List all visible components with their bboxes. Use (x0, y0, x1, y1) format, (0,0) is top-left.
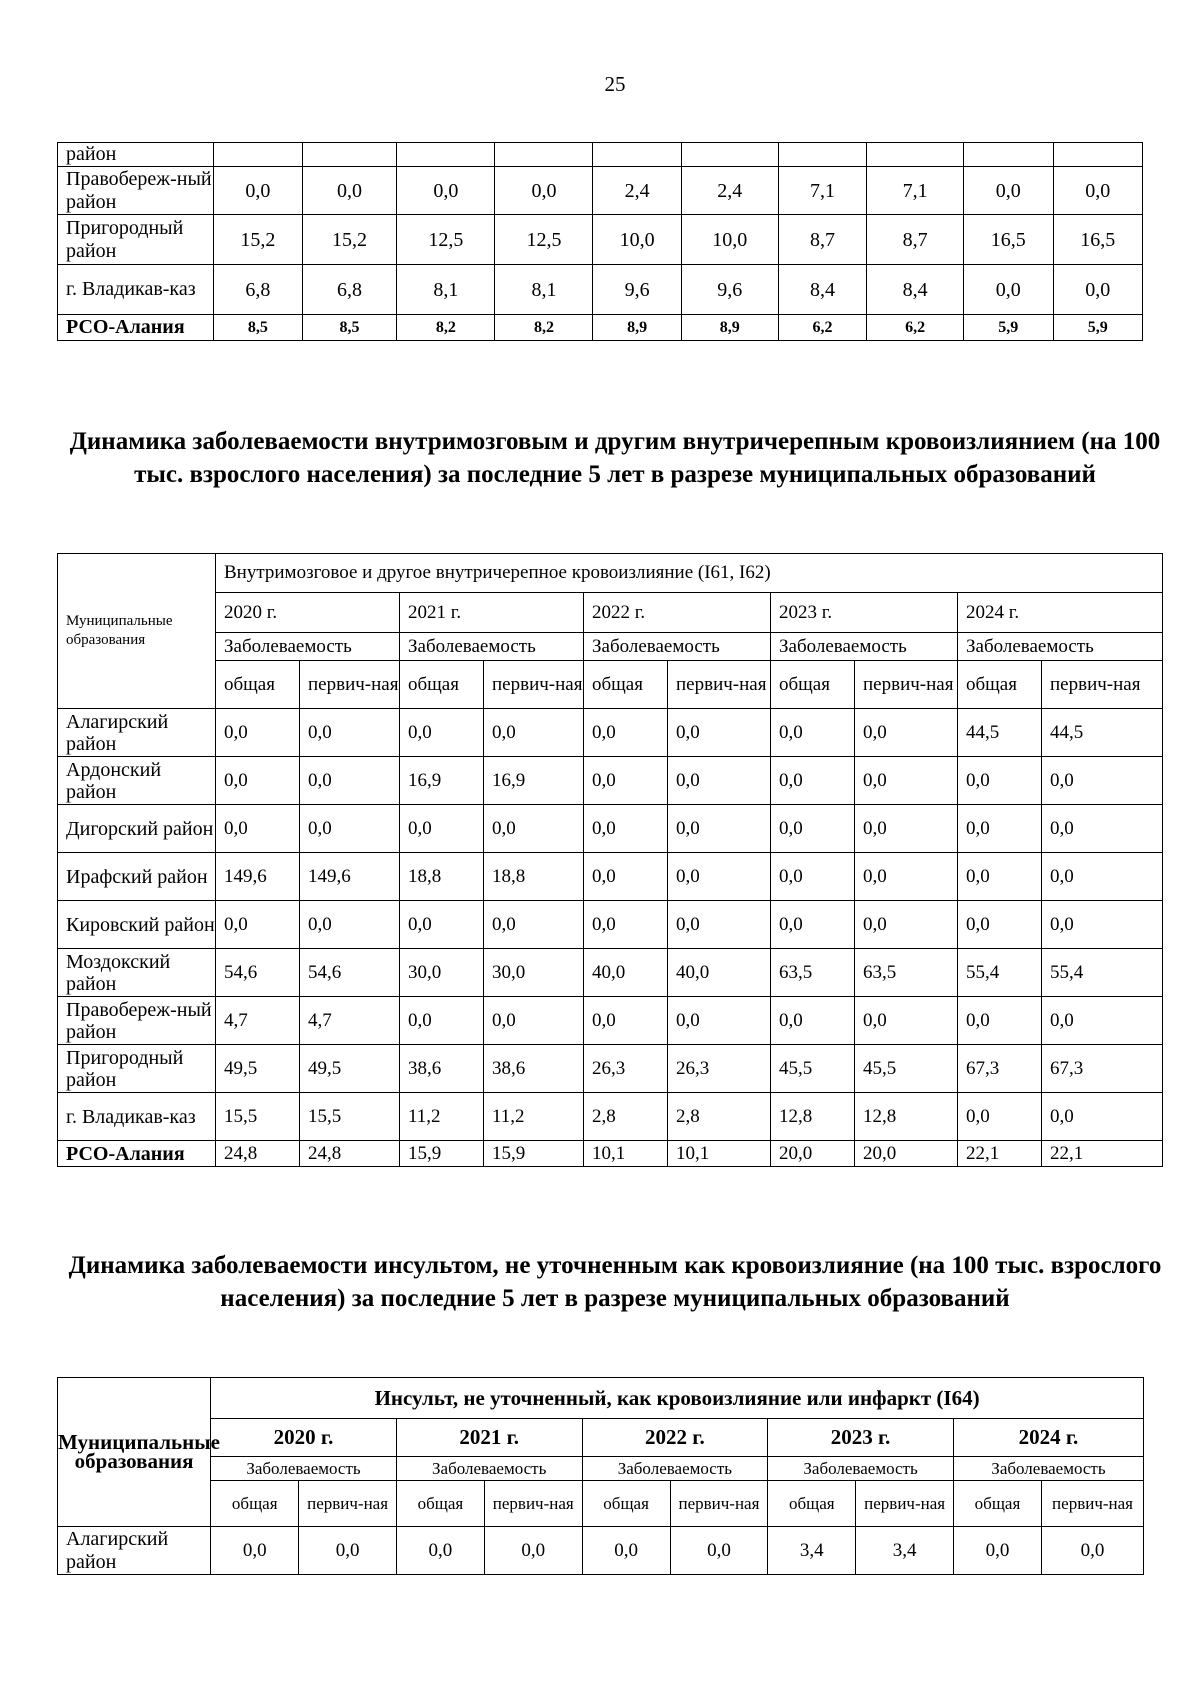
value-cell: 0,0 (299, 1527, 397, 1575)
total-header: общая (768, 1481, 856, 1527)
value-cell: 9,6 (681, 265, 778, 315)
value-cell: 24,8 (300, 1141, 400, 1167)
value-cell: 5,9 (1053, 315, 1142, 341)
value-cell: 5,9 (964, 315, 1053, 341)
value-cell: 0,0 (771, 805, 855, 853)
value-cell: 8,1 (495, 265, 593, 315)
year-header: 2024 г. (958, 593, 1163, 633)
value-cell: 15,2 (214, 215, 302, 265)
value-cell: 8,4 (778, 265, 866, 315)
value-cell (495, 143, 593, 167)
value-cell: 45,5 (855, 1045, 958, 1093)
value-cell (778, 143, 866, 167)
municipality-name: Алагирский район (58, 1527, 211, 1575)
value-cell: 0,0 (582, 1527, 670, 1575)
municipality-name: г. Владикав-каз (58, 265, 214, 315)
value-cell: 0,0 (397, 167, 495, 215)
value-cell: 44,5 (958, 709, 1042, 757)
table-row (58, 757, 1163, 805)
year-header: 2022 г. (582, 1419, 768, 1457)
value-cell (593, 143, 681, 167)
year-header-row (58, 1419, 1144, 1457)
morbidity-header: Заболеваемость (953, 1457, 1143, 1481)
municipality-name: Правобереж-ный район (58, 167, 214, 215)
group-title: Инсульт, не уточненный, как кровоизлияние или инфаркт (I64) (211, 1378, 1144, 1419)
table-row (58, 265, 1143, 315)
value-cell: 16,5 (964, 215, 1053, 265)
primary-header: первич-ная (670, 1481, 768, 1527)
value-cell: 44,5 (1042, 709, 1163, 757)
value-cell: 0,0 (584, 901, 668, 949)
value-cell: 16,5 (1053, 215, 1142, 265)
subheader-row (58, 661, 1163, 709)
value-cell: 11,2 (484, 1093, 584, 1141)
value-cell: 0,0 (855, 997, 958, 1045)
total-header: общая (771, 661, 855, 709)
total-header: общая (953, 1481, 1041, 1527)
value-cell: 0,0 (668, 853, 771, 901)
primary-header: первич-ная (668, 661, 771, 709)
value-cell: 54,6 (300, 949, 400, 997)
value-cell: 0,0 (300, 757, 400, 805)
value-cell: 10,0 (681, 215, 778, 265)
value-cell: 3,4 (856, 1527, 954, 1575)
value-cell: 67,3 (958, 1045, 1042, 1093)
value-cell: 30,0 (400, 949, 484, 997)
municipality-name: Алагирский район (58, 709, 216, 757)
value-cell: 0,0 (400, 805, 484, 853)
value-cell: 0,0 (668, 757, 771, 805)
value-cell (302, 143, 397, 167)
value-cell: 0,0 (958, 757, 1042, 805)
table-row (58, 709, 1163, 757)
value-cell: 0,0 (484, 901, 584, 949)
primary-header: первич-ная (484, 1481, 582, 1527)
total-header: общая (211, 1481, 299, 1527)
value-cell: 63,5 (771, 949, 855, 997)
municipality-name: Пригородный район (58, 1045, 216, 1093)
total-header: общая (582, 1481, 670, 1527)
section-heading-hemorrhage: Динамика заболеваемости внутримозговым и другим внутричерепным кровоизлиянием (на 100 тыс. взрослого населения) за последние 5 лет в разрезе муниципальных образований (69, 428, 1161, 488)
value-cell: 0,0 (300, 901, 400, 949)
year-header: 2021 г. (396, 1419, 582, 1457)
table-row (58, 997, 1163, 1045)
primary-header: первич-ная (855, 661, 958, 709)
value-cell: 9,6 (593, 265, 681, 315)
value-cell: 15,9 (400, 1141, 484, 1167)
table-row (58, 1141, 1163, 1167)
value-cell: 2,4 (593, 167, 681, 215)
value-cell: 0,0 (216, 901, 300, 949)
value-cell: 0,0 (484, 1527, 582, 1575)
value-cell: 16,9 (400, 757, 484, 805)
value-cell: 45,5 (771, 1045, 855, 1093)
value-cell: 8,9 (593, 315, 681, 341)
value-cell: 8,1 (397, 265, 495, 315)
value-cell: 0,0 (216, 709, 300, 757)
morbidity-header: Заболеваемость (958, 633, 1163, 661)
value-cell: 0,0 (1042, 997, 1163, 1045)
table-row (58, 853, 1163, 901)
value-cell: 0,0 (855, 709, 958, 757)
value-cell: 0,0 (1053, 167, 1142, 215)
table-row (58, 805, 1163, 853)
value-cell: 55,4 (1042, 949, 1163, 997)
value-cell: 8,4 (867, 265, 964, 315)
table-row (58, 143, 1143, 167)
total-header: общая (396, 1481, 484, 1527)
value-cell: 15,2 (302, 215, 397, 265)
value-cell: 0,0 (1042, 1527, 1144, 1575)
table-hemorrhage-body (58, 554, 1163, 1167)
municipality-name: Пригородный район (58, 215, 214, 265)
year-header: 2024 г. (953, 1419, 1143, 1457)
value-cell: 0,0 (584, 757, 668, 805)
morbidity-header: Заболеваемость (396, 1457, 582, 1481)
municipality-name: Правобереж-ный район (58, 997, 216, 1045)
group-title: Внутримозговое и другое внутричерепное кровоизлияние (I61, I62) (216, 554, 1163, 593)
value-cell: 0,0 (300, 709, 400, 757)
value-cell: 7,1 (867, 167, 964, 215)
total-header: общая (400, 661, 484, 709)
primary-header: первич-ная (300, 661, 400, 709)
value-cell: 0,0 (400, 901, 484, 949)
value-cell: 0,0 (211, 1527, 299, 1575)
value-cell: 10,0 (593, 215, 681, 265)
value-cell: 4,7 (300, 997, 400, 1045)
value-cell: 55,4 (958, 949, 1042, 997)
value-cell: 0,0 (668, 709, 771, 757)
municipality-name: район (58, 143, 214, 167)
value-cell: 0,0 (958, 997, 1042, 1045)
value-cell: 0,0 (300, 805, 400, 853)
value-cell: 15,5 (300, 1093, 400, 1141)
value-cell: 0,0 (771, 901, 855, 949)
value-cell: 4,7 (216, 997, 300, 1045)
value-cell (681, 143, 778, 167)
value-cell: 12,5 (397, 215, 495, 265)
value-cell: 0,0 (584, 709, 668, 757)
morbidity-header: Заболеваемость (771, 633, 958, 661)
value-cell: 0,0 (1042, 1093, 1163, 1141)
section-heading-stroke: Динамика заболеваемости инсультом, не уточненным как кровоизлияние (на 100 тыс. взрослого населения) за последние 5 лет в разрезе муниципальных образований (68, 1252, 1162, 1312)
value-cell: 26,3 (584, 1045, 668, 1093)
table-row (58, 1093, 1163, 1141)
morbidity-header-row (58, 633, 1163, 661)
value-cell: 63,5 (855, 949, 958, 997)
value-cell: 0,0 (484, 805, 584, 853)
morbidity-header: Заболеваемость (768, 1457, 954, 1481)
primary-header: первич-ная (484, 661, 584, 709)
municipality-name: г. Владикав-каз (58, 1093, 216, 1141)
year-header: 2023 г. (768, 1419, 954, 1457)
page-number: 25 (604, 72, 626, 96)
value-cell: 0,0 (1042, 805, 1163, 853)
value-cell: 8,7 (867, 215, 964, 265)
primary-header: первич-ная (856, 1481, 954, 1527)
value-cell: 0,0 (216, 805, 300, 853)
value-cell: 18,8 (400, 853, 484, 901)
primary-header: первич-ная (1042, 1481, 1144, 1527)
morbidity-header: Заболеваемость (400, 633, 584, 661)
table-continuation (57, 142, 1143, 341)
value-cell: 8,2 (495, 315, 593, 341)
total-header: общая (958, 661, 1042, 709)
primary-header: первич-ная (1042, 661, 1163, 709)
value-cell: 26,3 (668, 1045, 771, 1093)
value-cell: 6,2 (867, 315, 964, 341)
value-cell: 0,0 (1042, 853, 1163, 901)
value-cell (1053, 143, 1142, 167)
value-cell: 22,1 (958, 1141, 1042, 1167)
total-header: общая (584, 661, 668, 709)
value-cell: 16,9 (484, 757, 584, 805)
year-header-row (58, 593, 1163, 633)
value-cell: 0,0 (855, 853, 958, 901)
value-cell: 0,0 (668, 901, 771, 949)
value-cell: 0,0 (771, 853, 855, 901)
value-cell: 24,8 (216, 1141, 300, 1167)
value-cell: 0,0 (670, 1527, 768, 1575)
municipalities-header: Муниципальные образования (58, 1378, 211, 1527)
table-row (58, 1527, 1144, 1575)
value-cell: 20,0 (771, 1141, 855, 1167)
value-cell: 8,2 (397, 315, 495, 341)
value-cell: 0,0 (668, 805, 771, 853)
value-cell: 6,8 (214, 265, 302, 315)
value-cell: 8,7 (778, 215, 866, 265)
value-cell: 38,6 (484, 1045, 584, 1093)
value-cell: 0,0 (484, 997, 584, 1045)
table-row (58, 215, 1143, 265)
value-cell: 0,0 (668, 997, 771, 1045)
municipality-name: РСО-Алания (58, 1141, 216, 1167)
value-cell: 0,0 (771, 997, 855, 1045)
value-cell: 0,0 (953, 1527, 1041, 1575)
value-cell: 7,1 (778, 167, 866, 215)
value-cell: 40,0 (584, 949, 668, 997)
value-cell: 40,0 (668, 949, 771, 997)
municipalities-header: Муниципальные образования (58, 554, 216, 709)
total-header: общая (216, 661, 300, 709)
value-cell: 0,0 (964, 167, 1053, 215)
value-cell: 8,5 (302, 315, 397, 341)
municipality-name: Дигорский район (58, 805, 216, 853)
value-cell: 0,0 (855, 901, 958, 949)
value-cell: 0,0 (958, 1093, 1042, 1141)
value-cell: 8,5 (214, 315, 302, 341)
table-row (58, 1045, 1163, 1093)
value-cell: 38,6 (400, 1045, 484, 1093)
value-cell: 12,8 (771, 1093, 855, 1141)
year-header: 2021 г. (400, 593, 584, 633)
table-continuation-body (58, 143, 1143, 341)
value-cell: 3,4 (768, 1527, 856, 1575)
value-cell: 0,0 (958, 853, 1042, 901)
value-cell: 30,0 (484, 949, 584, 997)
value-cell: 18,8 (484, 853, 584, 901)
value-cell: 0,0 (302, 167, 397, 215)
value-cell: 0,0 (1053, 265, 1142, 315)
value-cell: 49,5 (300, 1045, 400, 1093)
value-cell: 149,6 (300, 853, 400, 901)
municipality-name: Ардонский район (58, 757, 216, 805)
value-cell: 10,1 (668, 1141, 771, 1167)
value-cell: 0,0 (495, 167, 593, 215)
value-cell: 0,0 (400, 997, 484, 1045)
value-cell: 0,0 (771, 757, 855, 805)
value-cell: 12,8 (855, 1093, 958, 1141)
value-cell: 0,0 (855, 805, 958, 853)
table-stroke (57, 1377, 1144, 1575)
value-cell: 0,0 (396, 1527, 484, 1575)
value-cell: 0,0 (484, 709, 584, 757)
subheader-row (58, 1481, 1144, 1527)
morbidity-header: Заболеваемость (582, 1457, 768, 1481)
value-cell: 149,6 (216, 853, 300, 901)
year-header: 2023 г. (771, 593, 958, 633)
value-cell: 10,1 (584, 1141, 668, 1167)
value-cell: 0,0 (1042, 901, 1163, 949)
value-cell: 11,2 (400, 1093, 484, 1141)
value-cell: 2,4 (681, 167, 778, 215)
value-cell: 15,5 (216, 1093, 300, 1141)
value-cell: 8,9 (681, 315, 778, 341)
year-header: 2022 г. (584, 593, 771, 633)
municipality-name: РСО-Алания (58, 315, 214, 341)
table-row (58, 315, 1143, 341)
municipality-name: Ирафский район (58, 853, 216, 901)
value-cell: 2,8 (584, 1093, 668, 1141)
table-hemorrhage (57, 553, 1163, 1167)
primary-header: первич-ная (299, 1481, 397, 1527)
value-cell: 67,3 (1042, 1045, 1163, 1093)
year-header: 2020 г. (216, 593, 400, 633)
value-cell: 0,0 (584, 997, 668, 1045)
value-cell: 54,6 (216, 949, 300, 997)
value-cell: 0,0 (1042, 757, 1163, 805)
value-cell: 2,8 (668, 1093, 771, 1141)
value-cell: 0,0 (771, 709, 855, 757)
value-cell: 12,5 (495, 215, 593, 265)
value-cell: 49,5 (216, 1045, 300, 1093)
morbidity-header-row (58, 1457, 1144, 1481)
value-cell: 15,9 (484, 1141, 584, 1167)
table-row (58, 901, 1163, 949)
table-row (58, 167, 1143, 215)
table-stroke-body (58, 1378, 1144, 1575)
municipality-name: Кировский район (58, 901, 216, 949)
value-cell: 20,0 (855, 1141, 958, 1167)
value-cell: 0,0 (855, 757, 958, 805)
value-cell: 0,0 (584, 853, 668, 901)
value-cell: 0,0 (958, 805, 1042, 853)
morbidity-header: Заболеваемость (584, 633, 771, 661)
municipality-name: Моздокский район (58, 949, 216, 997)
value-cell: 6,2 (778, 315, 866, 341)
value-cell (964, 143, 1053, 167)
table-row (58, 949, 1163, 997)
value-cell: 0,0 (400, 709, 484, 757)
value-cell: 0,0 (214, 167, 302, 215)
value-cell: 0,0 (958, 901, 1042, 949)
value-cell (214, 143, 302, 167)
value-cell (397, 143, 495, 167)
morbidity-header: Заболеваемость (211, 1457, 397, 1481)
value-cell: 22,1 (1042, 1141, 1163, 1167)
value-cell: 6,8 (302, 265, 397, 315)
value-cell: 0,0 (964, 265, 1053, 315)
value-cell: 0,0 (584, 805, 668, 853)
value-cell: 0,0 (216, 757, 300, 805)
value-cell (867, 143, 964, 167)
morbidity-header: Заболеваемость (216, 633, 400, 661)
year-header: 2020 г. (211, 1419, 397, 1457)
